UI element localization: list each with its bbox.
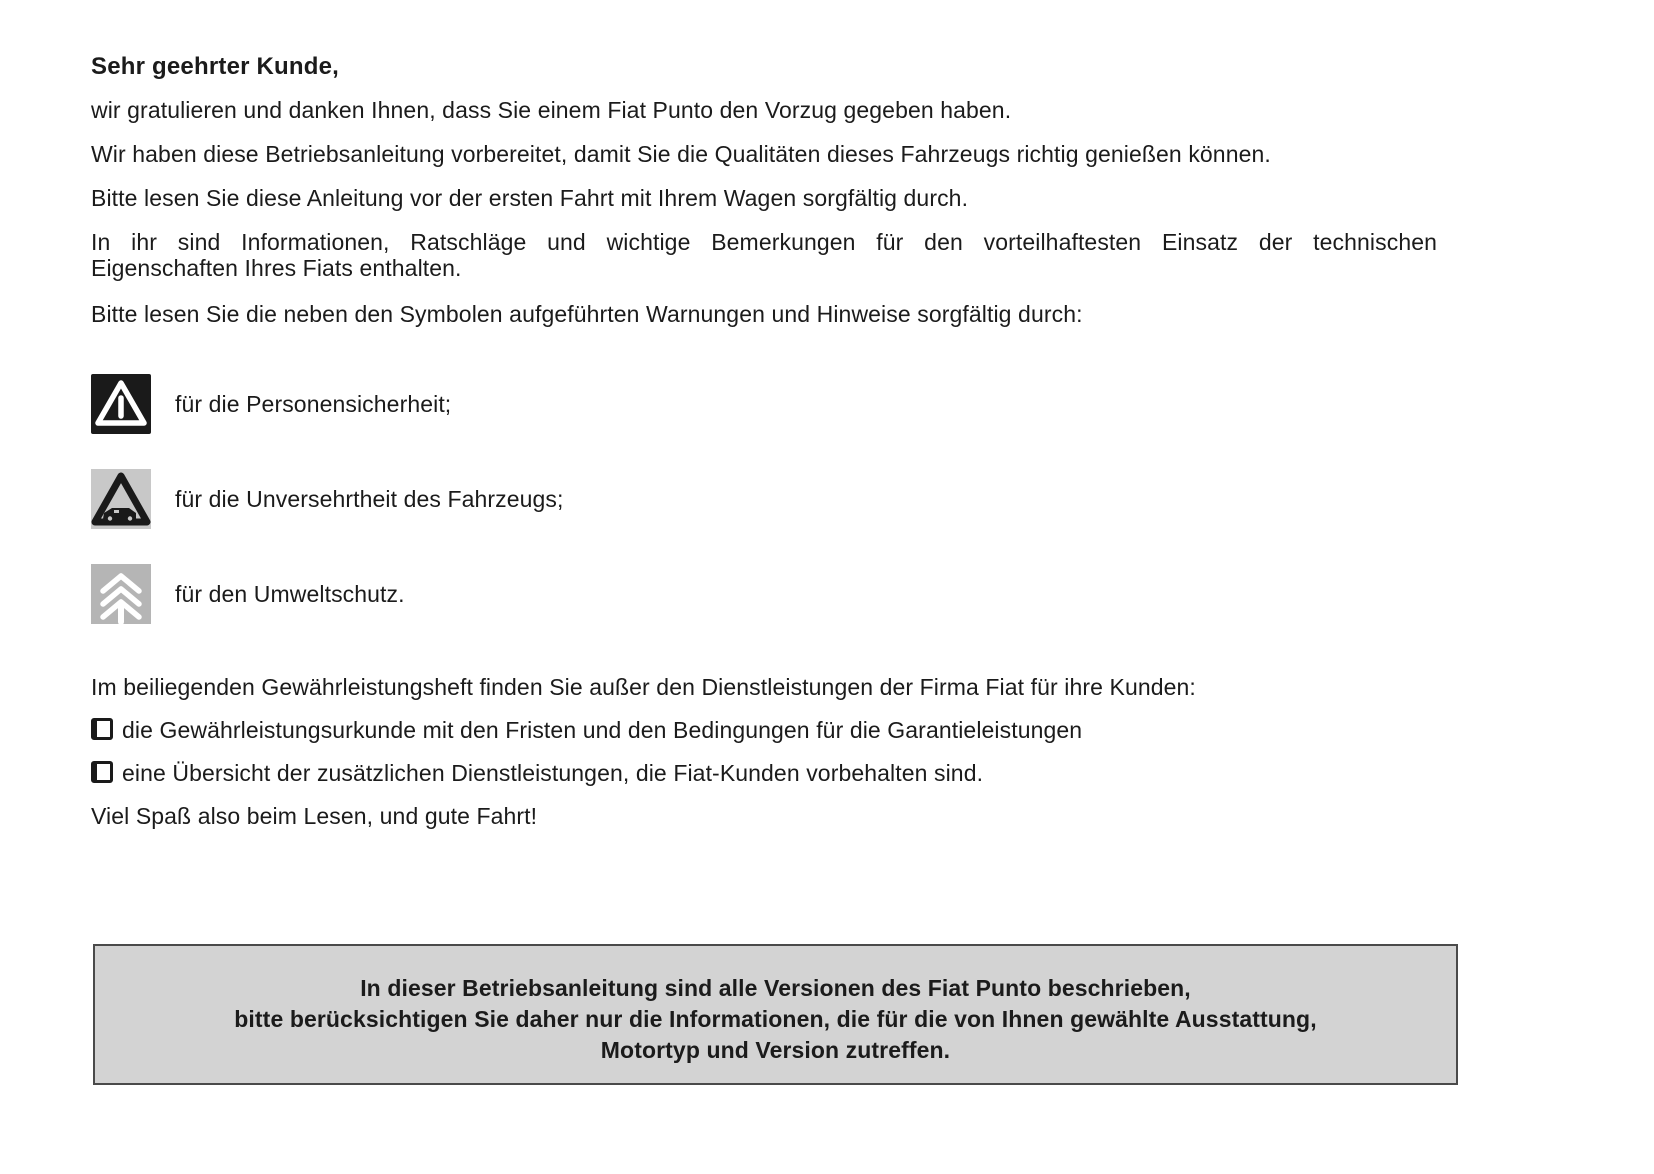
intro-paragraph-3: Bitte lesen Sie diese Anleitung vor der ersten Fahrt mit Ihrem Wagen sorgfältig durch.: [91, 185, 969, 211]
notice-line: bitte berücksichtigen Sie daher nur die Informationen, die für die von Ihnen gewählte Ausstattung,: [234, 1006, 1317, 1032]
checkbox-bullet-icon: [91, 761, 113, 783]
intro-paragraph-4-line-1: In ihr sind Informationen, Ratschläge und wichtige Bemerkungen für den vorteilhaftesten Einsatz der technischen: [91, 229, 1437, 255]
symbol-label: für die Personensicherheit;: [175, 390, 452, 417]
symbol-row-vehicle-integrity: [91, 469, 1437, 529]
warranty-item: [91, 717, 1437, 743]
symbol-row-personal-safety: [91, 374, 1437, 434]
intro-paragraph-5: Bitte lesen Sie die neben den Symbolen aufgeführten Warnungen und Hinweise sorgfältig durch:: [91, 301, 1083, 327]
vehicle-warning-triangle-icon: [91, 469, 151, 529]
notice-line: Motortyp und Version zutreffen.: [600, 1037, 951, 1063]
notice-box: [93, 944, 1458, 1085]
symbols-list: [91, 374, 1437, 624]
greeting-text: Sehr geehrter Kunde,: [91, 53, 340, 80]
symbol-label: für den Umweltschutz.: [175, 580, 405, 607]
warranty-item-text: die Gewährleistungsurkunde mit den Fristen und den Bedingungen für die Garantieleistungen: [122, 717, 1083, 743]
intro-paragraph-2: Wir haben diese Betriebsanleitung vorbereitet, damit Sie die Qualitäten dieses Fahrzeugs richtig genießen können.: [91, 141, 1271, 167]
warranty-section: [91, 674, 1437, 829]
symbol-row-environment: [91, 564, 1437, 624]
warranty-item: [91, 760, 1437, 786]
checkbox-bullet-icon: [91, 718, 113, 740]
intro-paragraph-1: wir gratulieren und danken Ihnen, dass Sie einem Fiat Punto den Vorzug gegeben haben.: [91, 97, 1012, 123]
notice-line: In dieser Betriebsanleitung sind alle Versionen des Fiat Punto beschrieben,: [360, 975, 1191, 1001]
warranty-item-text: eine Übersicht der zusätzlichen Dienstleistungen, die Fiat-Kunden vorbehalten sind.: [122, 760, 984, 786]
exclamation-warning-triangle-icon: [91, 374, 151, 434]
closing-text: Viel Spaß also beim Lesen, und gute Fahrt!: [91, 803, 538, 829]
fir-tree-icon: [91, 564, 151, 624]
warranty-intro: Im beiliegenden Gewährleistungsheft finden Sie außer den Dienstleistungen der Firma Fiat für ihre Kunden:: [91, 674, 1196, 700]
symbol-label: für die Unversehrtheit des Fahrzeugs;: [175, 485, 564, 512]
intro-paragraph-4-line-2: Eigenschaften Ihres Fiats enthalten.: [91, 255, 462, 281]
